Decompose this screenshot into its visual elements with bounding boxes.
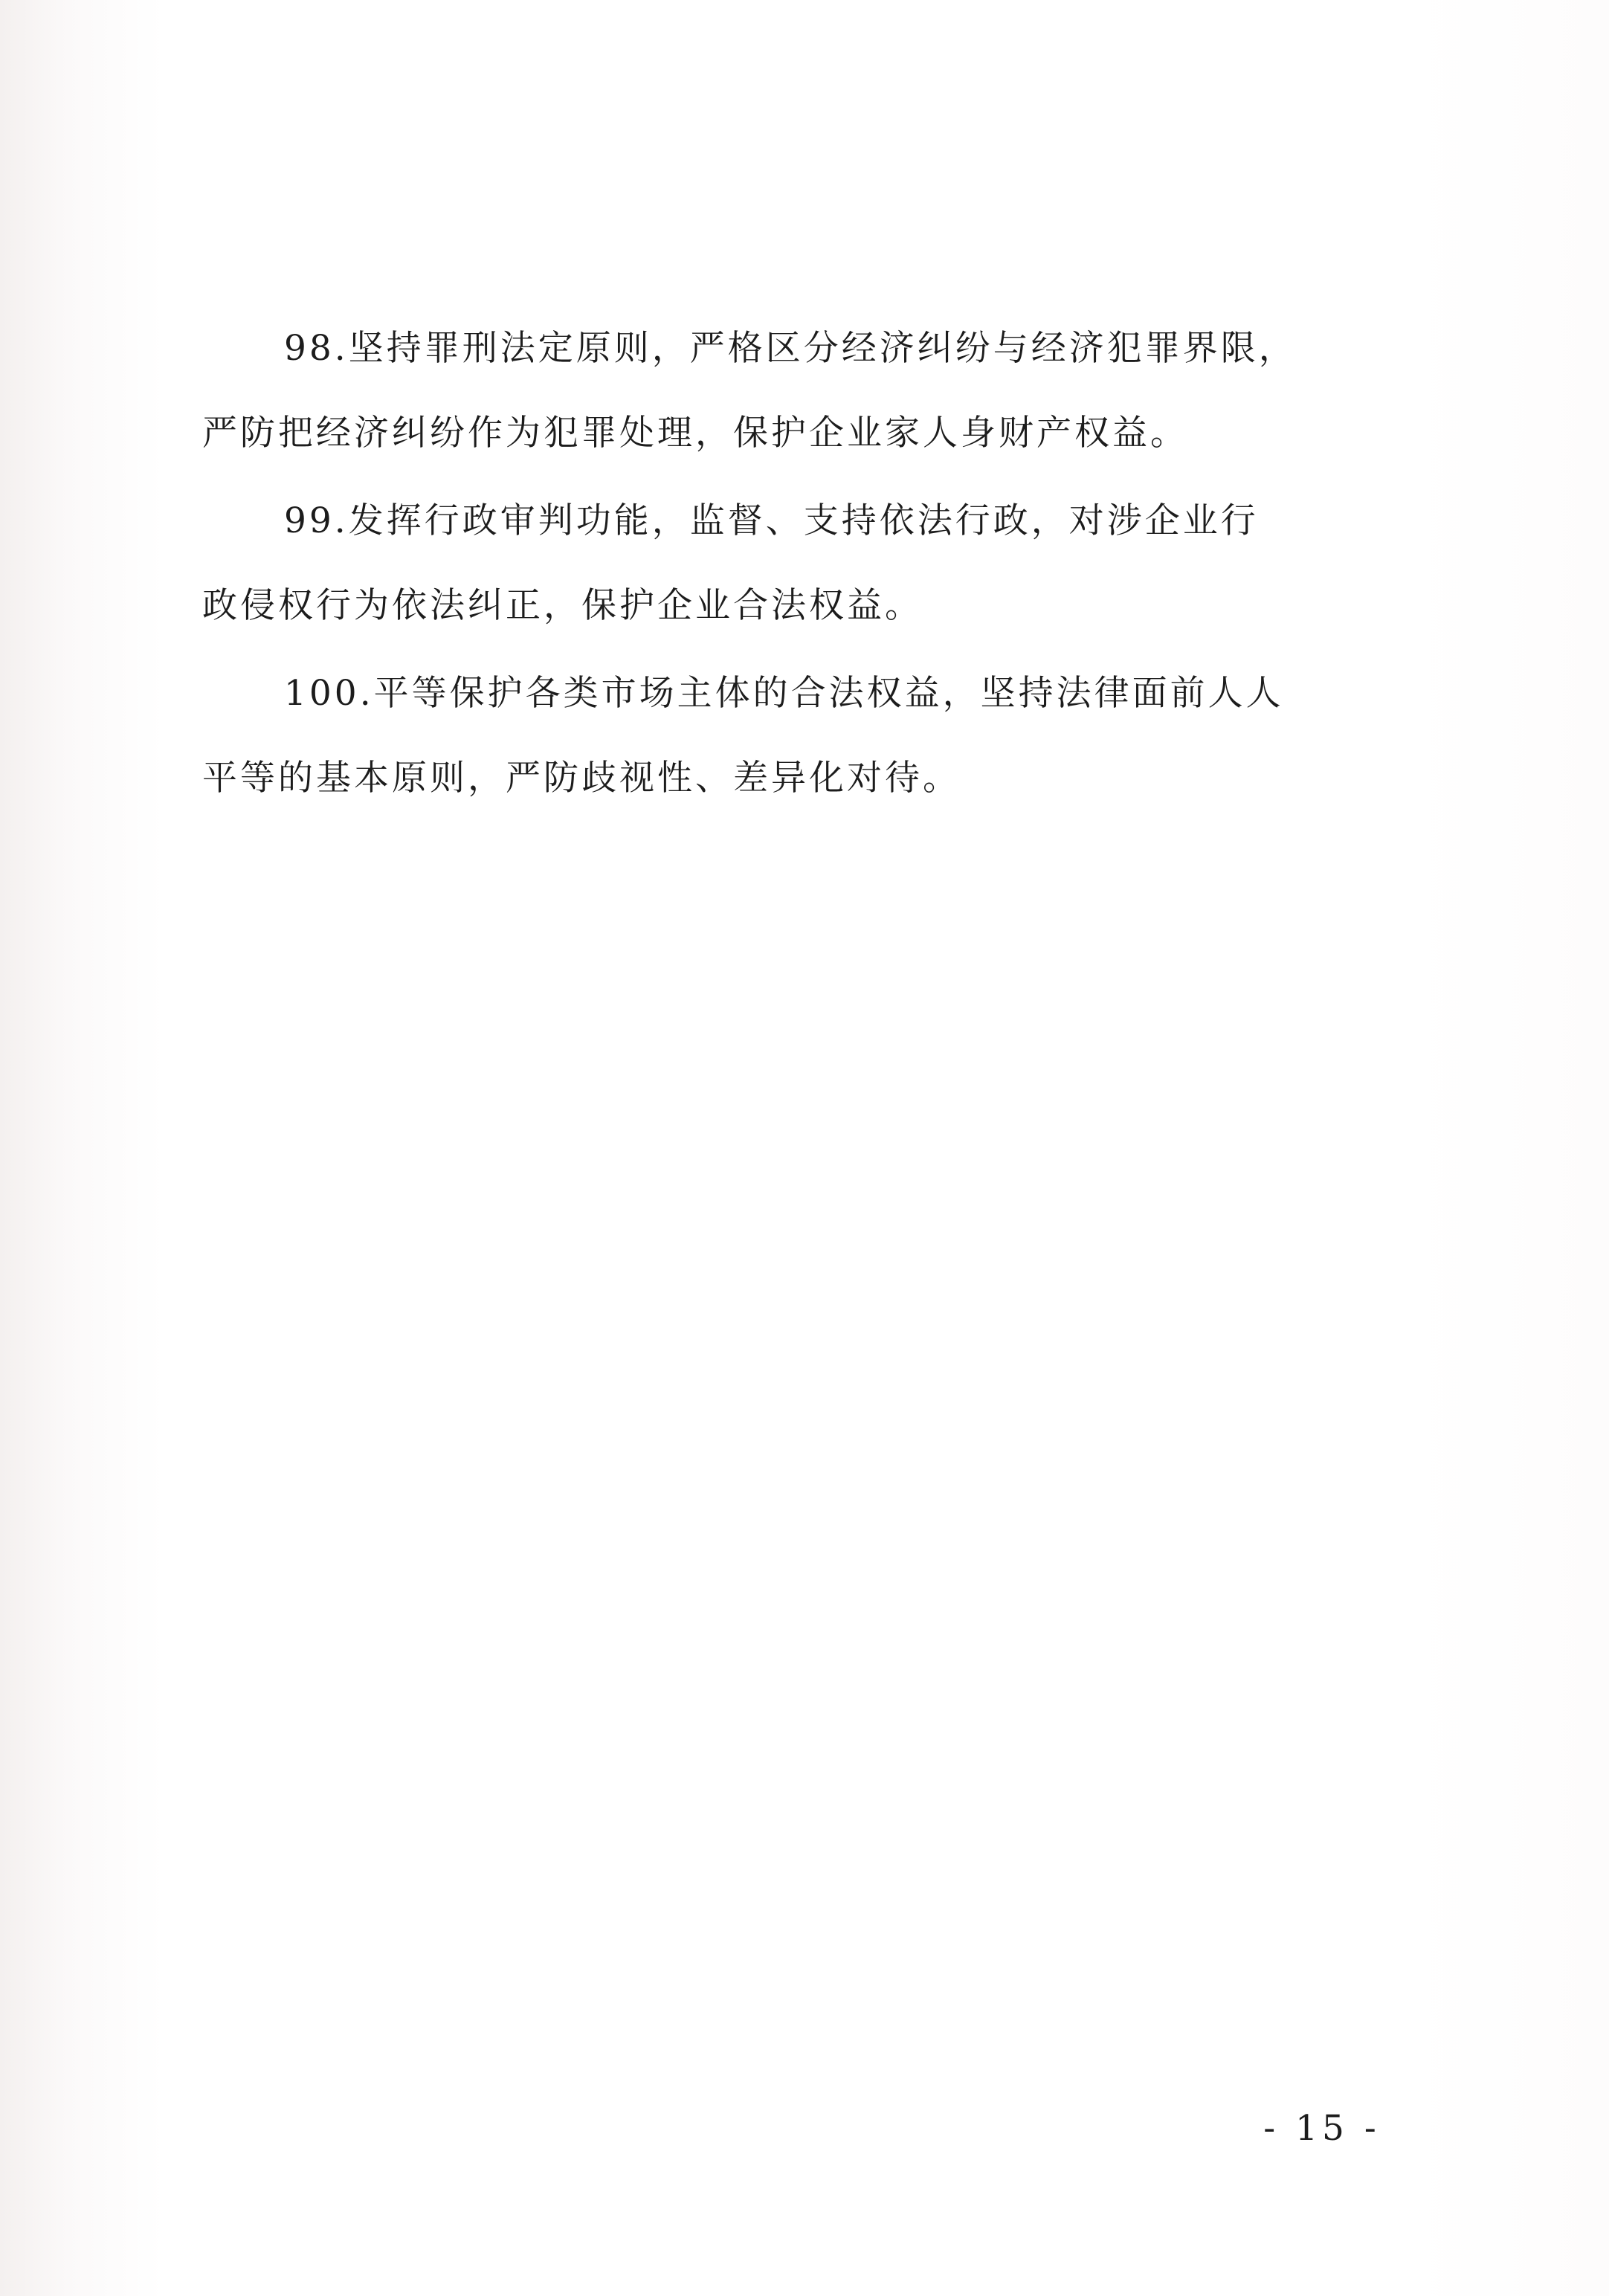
paragraph-line: 政侵权行为依法纠正，保护企业合法权益。: [202, 585, 923, 626]
page-number: - 15 -: [1263, 2108, 1381, 2149]
paragraph-99: [202, 479, 1384, 648]
paragraph-line: 98.坚持罪刑法定原则，严格区分经济纠纷与经济犯罪界限，: [284, 328, 1297, 369]
paragraph-98: [202, 306, 1384, 476]
paragraph-line: 平等的基本原则，严防歧视性、差异化对待。: [202, 758, 961, 799]
document-body: [202, 306, 1384, 824]
paragraph-line: 100.平等保护各类市场主体的合法权益，坚持法律面前人人: [284, 673, 1284, 714]
paragraph-line: 99.发挥行政审判功能，监督、支持依法行政，对涉企业行: [284, 500, 1259, 541]
paragraph-100: [202, 651, 1384, 821]
paragraph-line: 严防把经济纠纷作为犯罪处理，保护企业家人身财产权益。: [202, 413, 1188, 454]
